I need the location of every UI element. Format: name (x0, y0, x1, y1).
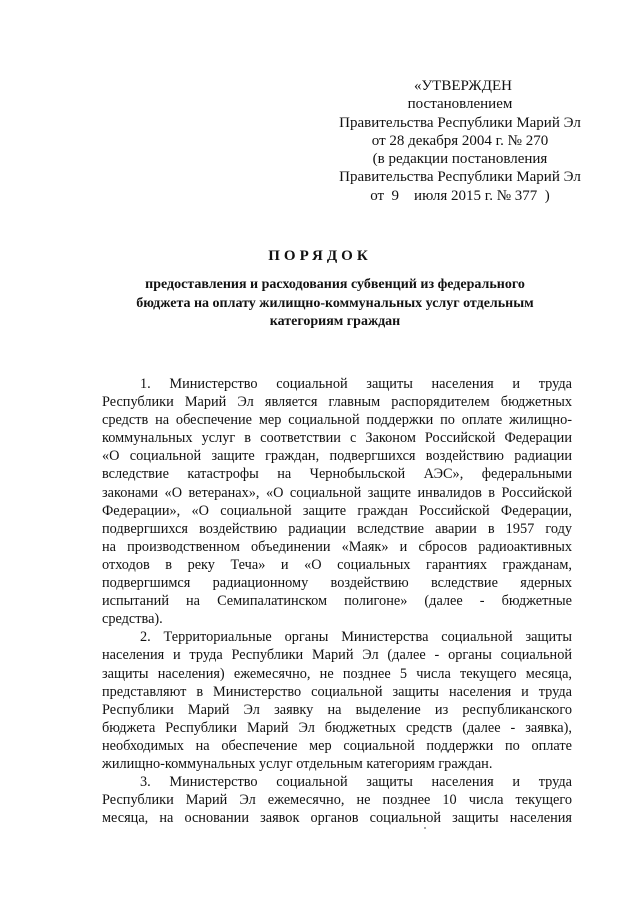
paragraph-line: подвергшихся воздействию радиации вследствие аварии в 1957 году (102, 520, 572, 537)
paragraph-1 (102, 375, 572, 628)
paragraph-line: месяца, на основании заявок органов социальной защиты населения (102, 810, 572, 827)
paragraph-line: законами «О ветеранах», «О социальной защите инвалидов в Российской (102, 484, 572, 501)
paragraph-line: средств на обеспечение мер социальной поддержки по оплате жилищно- (102, 412, 572, 429)
paragraph-line: Республики Марий Эл является главным распорядителем бюджетных (102, 394, 572, 411)
approval-line: Правительства Республики Марий Эл (339, 114, 581, 131)
paragraph-line: 3. Министерство социальной защиты населения и труда (140, 774, 572, 791)
paragraph-line: средства). (102, 611, 163, 628)
approval-line: «УТВЕРЖДЕН (414, 78, 512, 94)
approval-line: от 28 декабря 2004 г. № 270 (371, 132, 549, 149)
approval-line: от 9 июля 2015 г. № 377 ) (370, 187, 550, 204)
scan-speck (424, 827, 426, 829)
paragraph-line: подвергшимся радиационному воздействию вследствие ядерных (102, 575, 572, 592)
paragraph-line: испытаний на Семипалатинском полигоне» (далее - бюджетные (102, 593, 572, 610)
paragraph-3 (102, 773, 572, 827)
paragraph-line: жилищно-коммунальных услуг отдельным категориям граждан. (102, 755, 493, 772)
paragraph-line: Республики Марий Эл ежемесячно, не позднее 10 числа текущего (102, 792, 572, 809)
approval-line: постановлением (407, 96, 513, 113)
subtitle-line: предоставления и расходования субвенций из федерального (145, 277, 525, 292)
paragraph-line: бюджета Республики Марий Эл бюджетных средств (далее - заявка), (102, 719, 572, 736)
subtitle-line: категориям граждан (269, 314, 401, 329)
paragraph-line: 2. Территориальные органы Министерства социальной защиты (140, 629, 572, 646)
paragraph-line: отходов в реку Теча» и «О социальных гарантиях гражданам, (102, 556, 572, 573)
paragraph-line: Федерации», «О социальной защите граждан Российской Федерации, (102, 502, 572, 519)
paragraph-2 (102, 628, 572, 773)
document-title: ПОРЯДОК (268, 248, 372, 264)
paragraph-line: вследствие катастрофы на Чернобыльской АЭС», федеральными (102, 466, 572, 483)
paragraph-line: Республики Марий Эл заявку на выделение из республиканского (102, 701, 572, 718)
paragraph-line: представляют в Министерство социальной защиты населения и труда (102, 683, 572, 700)
paragraph-line: коммунальных услуг в соответствии с Законом Российской Федерации (102, 430, 572, 447)
approval-block (330, 77, 590, 205)
paragraph-line: населения и труда Республики Марий Эл (далее - органы социальной (102, 647, 572, 664)
document-body (102, 375, 572, 827)
paragraph-line: 1. Министерство социальной защиты населения и труда (140, 376, 572, 392)
subtitle-line: бюджета на оплату жилищно-коммунальных услуг отдельным (136, 295, 534, 311)
paragraph-line: «О социальной защите граждан, подвергшихся воздействию радиации (102, 448, 572, 465)
paragraph-line: необходимых на обеспечение мер социальной поддержки по оплате (102, 737, 572, 754)
paragraph-line: защиты населения) ежемесячно, не позднее 5 числа текущего месяца, (102, 665, 572, 682)
document-subtitle (115, 276, 555, 332)
paragraph-line: на производственном объединении «Маяк» и сбросов радиоактивных (102, 538, 572, 555)
approval-line: Правительства Республики Марий Эл (339, 169, 581, 186)
approval-line: (в редакции постановления (372, 151, 548, 168)
